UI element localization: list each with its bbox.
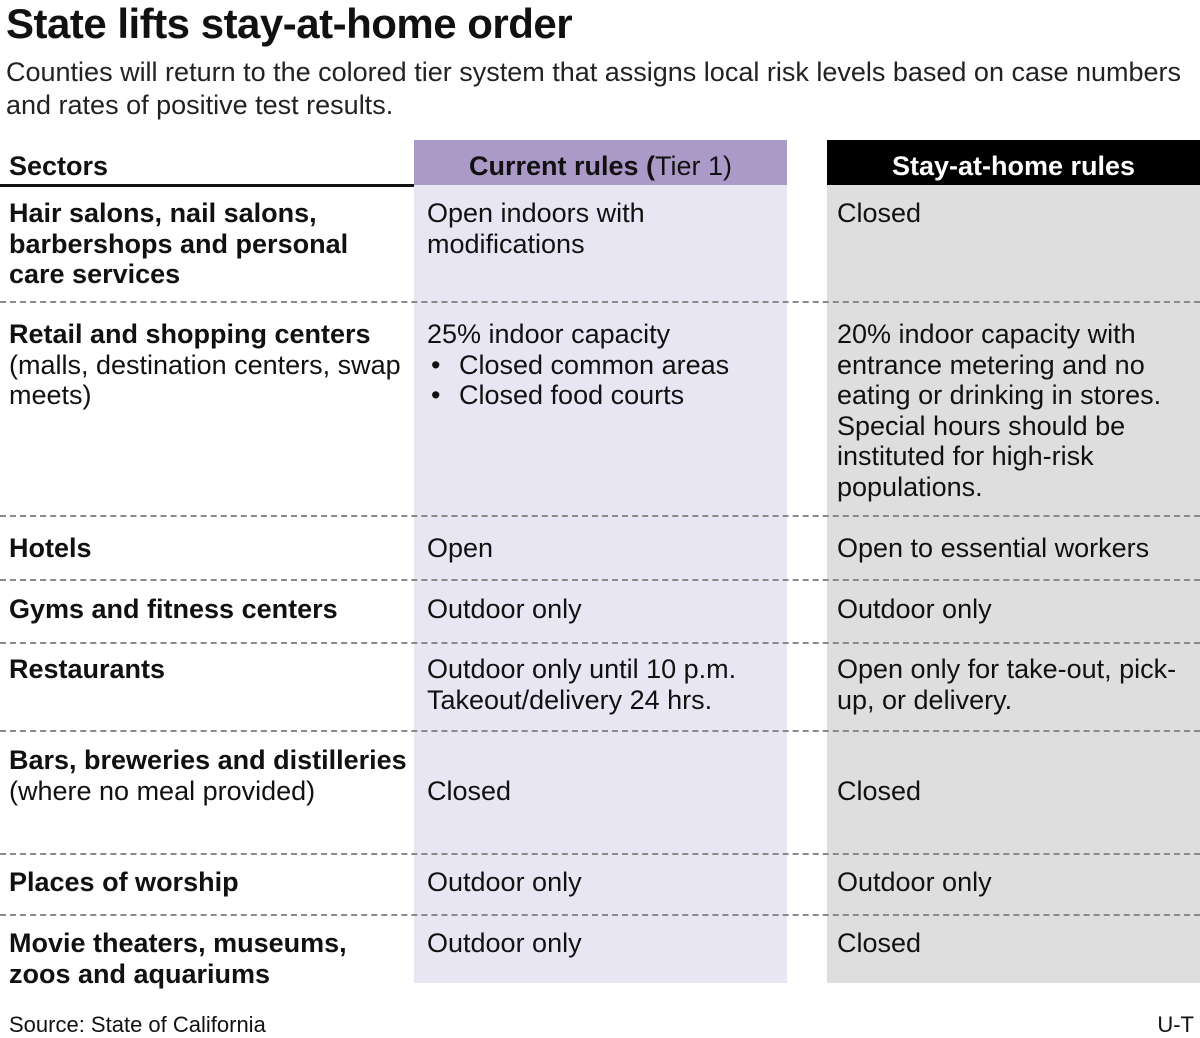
table-row-sector bbox=[9, 594, 409, 625]
sectors-header: Sectors bbox=[9, 151, 109, 181]
sector-name: Retail and shopping centers bbox=[9, 319, 371, 349]
current-rule-cell: Outdoor only bbox=[427, 594, 582, 624]
sector-note: (malls, destination centers, swap meets) bbox=[9, 349, 401, 410]
current-rule-cell: Outdoor only bbox=[427, 928, 582, 958]
page-subtitle: Counties will return to the colored tier system that assigns local risk levels based on case numbers and rates of positive test results. bbox=[6, 57, 1182, 120]
sector-name: Movie theaters, museums, zoos and aquariums bbox=[9, 928, 347, 989]
current-rule-cell: Outdoor only bbox=[427, 867, 582, 897]
credit-label: U-T bbox=[1157, 1012, 1194, 1037]
table-row-sector bbox=[9, 654, 409, 685]
sector-name: Hair salons, nail salons, barbershops and personal care services bbox=[9, 198, 349, 289]
current-rule-cell: Closed bbox=[427, 776, 512, 806]
table-row-sector bbox=[9, 198, 409, 290]
stay-rule-cell: 20% indoor capacity with entrance metering and no eating or drinking in stores. Special hours should be instituted for high-risk populations. bbox=[837, 319, 1162, 502]
table-row-sector bbox=[9, 867, 409, 898]
stay-at-home-header: Stay-at-home rules bbox=[891, 151, 1136, 181]
row-divider bbox=[0, 914, 1200, 916]
row-divider bbox=[0, 730, 1200, 732]
current-rules-header-tier: Tier 1) bbox=[655, 151, 733, 181]
row-divider bbox=[0, 579, 1200, 581]
source-note: Source: State of California bbox=[9, 1012, 266, 1037]
table-row-sector bbox=[9, 928, 409, 989]
current-rules-header-bold: Current rules ( bbox=[468, 151, 656, 181]
current-rule-cell bbox=[427, 319, 782, 411]
row-divider bbox=[0, 515, 1200, 517]
sector-name: Bars, breweries and distilleries bbox=[9, 745, 407, 775]
current-rule-text: 25% indoor capacity bbox=[427, 319, 671, 349]
table-row-sector bbox=[9, 533, 409, 564]
stay-rule-cell: Outdoor only bbox=[837, 594, 992, 624]
sector-name: Hotels bbox=[9, 533, 92, 563]
row-divider bbox=[0, 853, 1200, 855]
current-rule-cell: Open indoors with modifications bbox=[427, 198, 645, 259]
page-title: State lifts stay-at-home order bbox=[6, 0, 573, 47]
stay-rule-cell: Closed bbox=[837, 198, 922, 228]
current-rule-cell: Open bbox=[427, 533, 494, 563]
stay-rule-cell: Closed bbox=[837, 928, 922, 958]
current-rule-bullets bbox=[427, 350, 782, 411]
header-rule bbox=[0, 184, 414, 187]
row-divider bbox=[0, 301, 1200, 303]
sector-note: (where no meal provided) bbox=[9, 775, 316, 806]
sector-name: Restaurants bbox=[9, 654, 166, 684]
table-row-sector bbox=[9, 319, 409, 411]
stay-rule-cell: Open only for take-out, pick-up, or delivery. bbox=[837, 654, 1177, 715]
stay-rule-cell: Outdoor only bbox=[837, 867, 992, 897]
stay-rule-cell: Open to essential workers bbox=[837, 533, 1150, 563]
table-row-sector bbox=[9, 745, 409, 806]
row-divider bbox=[0, 642, 1200, 644]
current-rule-cell: Outdoor only until 10 p.m. Takeout/delivery 24 hrs. bbox=[427, 654, 737, 715]
current-rules-header bbox=[414, 150, 787, 182]
bullet-item: • Closed common areas bbox=[427, 350, 782, 381]
bullet-item: • Closed food courts bbox=[427, 380, 782, 411]
stay-rule-cell: Closed bbox=[837, 776, 922, 806]
sector-name: Places of worship bbox=[9, 867, 239, 897]
sector-name: Gyms and fitness centers bbox=[9, 594, 338, 624]
